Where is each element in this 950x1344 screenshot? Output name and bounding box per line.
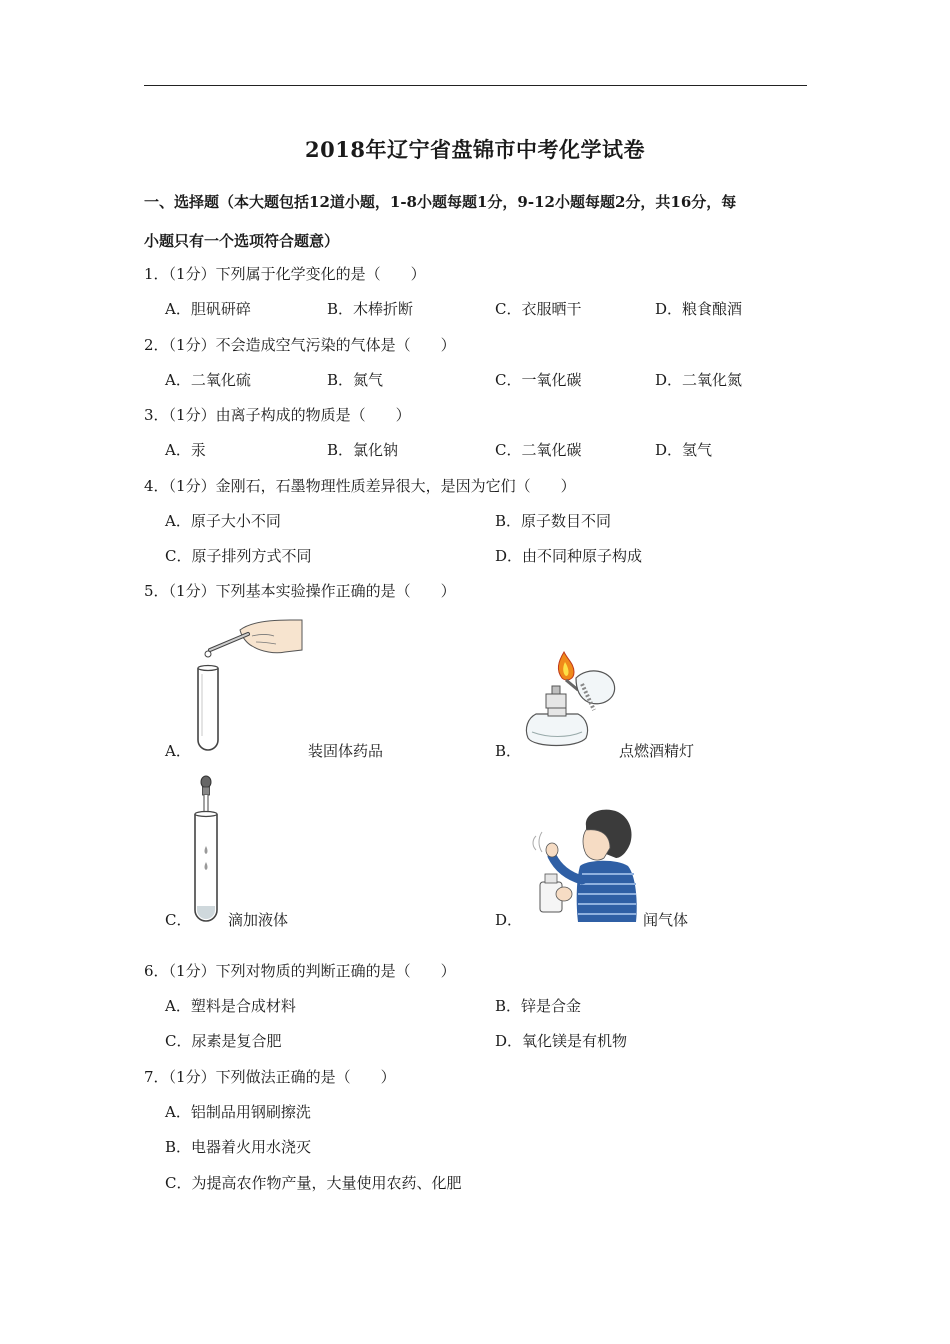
question-5-option-d: D．: [495, 911, 523, 929]
question-6-option-b: B．锌是合金: [495, 997, 582, 1015]
question-1-option-a: A．胆矾研碎: [165, 300, 251, 318]
section-heading-line2: 小题只有一个选项符合题意）: [144, 232, 340, 250]
question-3-option-c: C．二氧化碳: [495, 441, 582, 459]
person-smelling-icon: [524, 806, 640, 928]
section-heading-line1: 一、选择题（本大题包括12道小题，1-8小题每题1分，9-12小题每题2分，共16分，每: [144, 193, 737, 211]
question-7-option-a: A．铝制品用钢刷擦洗: [165, 1103, 311, 1121]
question-6-option-a: A．塑料是合成材料: [165, 997, 296, 1015]
question-1-option-b: B．木棒折断: [327, 300, 414, 318]
question-7-option-c: C．为提高农作物产量，大量使用农药、化肥: [165, 1174, 462, 1192]
question-1-stem: 1．（1分）下列属于化学变化的是（ ）: [144, 265, 426, 283]
question-3-stem: 3．（1分）由离子构成的物质是（ ）: [144, 406, 411, 424]
question-5-option-c: C．: [165, 911, 192, 929]
question-5-caption-c: 滴加液体: [228, 911, 289, 929]
question-5-caption-b: 点燃酒精灯: [619, 742, 695, 760]
question-5-stem: 5．（1分）下列基本实验操作正确的是（ ）: [144, 582, 456, 600]
question-3-option-b: B．氯化钠: [327, 441, 399, 459]
question-4-option-d: D．由不同种原子构成: [495, 547, 643, 565]
question-7-option-b: B．电器着火用水浇灭: [165, 1138, 312, 1156]
question-6-option-c: C．尿素是复合肥: [165, 1032, 282, 1050]
header-rule: [144, 85, 807, 86]
question-1-option-d: D．粮食酿酒: [655, 300, 743, 318]
question-6-stem: 6．（1分）下列对物质的判断正确的是（ ）: [144, 962, 456, 980]
question-6-option-d: D．氧化镁是有机物: [495, 1032, 628, 1050]
alcohol-lamp-icon: [518, 648, 620, 754]
question-5-option-a: A．: [165, 742, 191, 760]
question-4-option-a: A．原子大小不同: [165, 512, 281, 530]
question-7-stem: 7．（1分）下列做法正确的是（ ）: [144, 1068, 396, 1086]
question-4-option-b: B．原子数目不同: [495, 512, 612, 530]
test-tube-icon: [190, 612, 308, 754]
question-4-option-c: C．原子排列方式不同: [165, 547, 312, 565]
question-2-option-c: C．一氧化碳: [495, 371, 582, 389]
question-2-stem: 2．（1分）不会造成空气污染的气体是（ ）: [144, 336, 456, 354]
dropper-icon: [190, 774, 222, 924]
hand-dropper-icon: [205, 620, 302, 657]
question-5-caption-d: 闻气体: [643, 911, 689, 929]
question-2-option-a: A．二氧化硫: [165, 371, 251, 389]
question-5-option-b: B．: [495, 742, 522, 760]
question-2-option-d: D．二氧化氮: [655, 371, 743, 389]
question-2-option-b: B．氮气: [327, 371, 384, 389]
question-4-stem: 4．（1分）金刚石，石墨物理性质差异很大，是因为它们（ ）: [144, 477, 576, 495]
page-title: 2018年辽宁省盘锦市中考化学试卷: [305, 137, 645, 162]
question-5-caption-a: 装固体药品: [308, 742, 384, 760]
question-1-option-c: C．衣服晒干: [495, 300, 582, 318]
question-3-option-d: D．氢气: [655, 441, 713, 459]
question-3-option-a: A．汞: [165, 441, 206, 459]
